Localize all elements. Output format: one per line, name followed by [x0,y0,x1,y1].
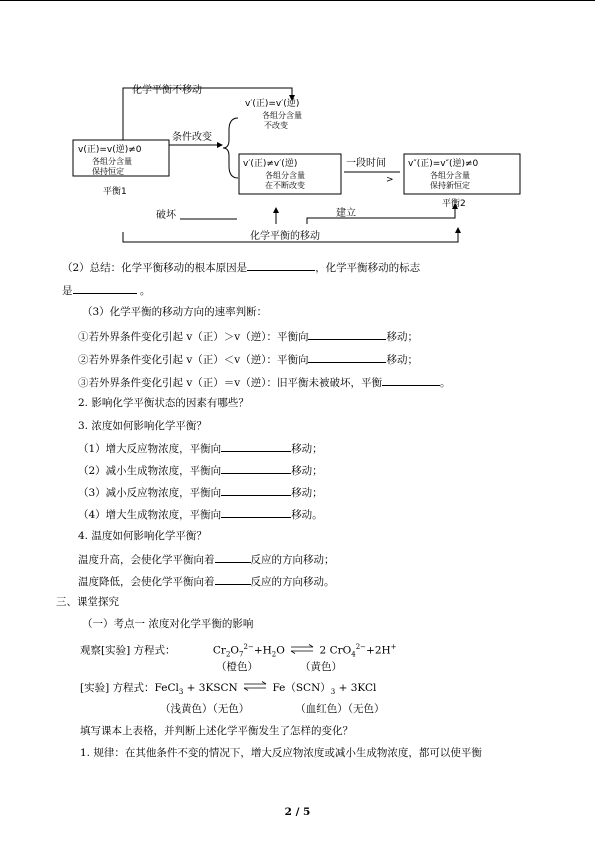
upper-sub1: 各组分含量 [262,111,302,120]
bottom-label: 化学平衡的移动 [250,231,320,242]
middle-box-title: v′(正)≠v′(逆) [243,159,298,169]
line-23: 1. 规律：在其他条件不变的情况下，增大反应物浓度或减小生成物浓度，都可以使平衡 [80,747,482,759]
blank-12 [221,506,291,518]
equilibrium-arrow-icon [288,644,316,658]
brace [223,118,238,178]
upper-sub2: 不改变 [264,121,288,130]
right-box-title: v″(正)=v″(逆)≠0 [408,159,479,169]
line-12: （4）增大生成物浓度，平衡向 移动。 [78,506,595,522]
page-number: 2 / 5 [284,806,311,818]
line-13: 4. 温度如何影响化学平衡？ [78,530,207,542]
line-9: （1）增大反应物浓度，平衡向 移动； [78,440,595,456]
blank-11 [221,484,291,496]
left-box-title: v(正)=v(逆)≠0 [78,145,142,155]
middle-box-sub1: 各组分含量 [265,171,305,180]
build-line [307,204,455,224]
color-labels-1: （橙色） （黄色） [216,661,342,673]
left-caption: 平衡1 [103,187,127,197]
equation-2: [实验] 方程式：FeCl$_3$ + 3KSCN $Fe(SCN)_3 + 3KCl$ [80,682,377,697]
section-heading: 三、课堂探究 [56,596,119,608]
blank-14 [215,551,251,563]
line-6: ③若外界条件变化引起 v（正）＝v（逆）：旧平衡未被破坏，平衡 。 [78,374,595,390]
blank-4 [308,328,386,340]
right-caption: 平衡2 [442,199,466,209]
time-arrow-head: > [386,175,394,185]
blank-6 [382,374,440,386]
equilibrium-flow-diagram [0,0,595,260]
line-5: ②若外界条件变化引起 v（正）＜v（逆）：平衡向 移动； [78,351,595,367]
line-summary-cont: 是 。 [62,282,595,298]
blank-15 [215,573,251,585]
blank-2 [73,282,137,294]
condition-label: 条件改变 [172,132,212,143]
blank-9 [221,440,291,452]
right-box-sub2: 保持新恒定 [430,181,470,190]
broken-label: 破坏 [156,210,176,221]
build-label: 建立 [336,208,356,219]
middle-box-sub2: 在不断改变 [265,181,305,190]
line-22: 填写课本上表格，并判断上述化学平衡发生了怎样的变化？ [80,725,353,737]
line-15: 温度降低，会使化学平衡向着 反应的方向移动。 [78,573,595,589]
top-label: 化学平衡不移动 [132,85,202,96]
blank-1 [247,259,315,271]
equation-1: 观察[实验] 方程式： $Cr_2O_7^{2-}+H_2O$ 2 CrO$_4^{2-}$+2H+ [80,643,397,659]
upper-title: v′(正)=v′(逆) [245,99,300,109]
color-labels-2: （浅黄色）（无色） （血红色）（无色） [160,703,385,715]
right-box-sub1: 各组分含量 [430,171,470,180]
left-box-sub2: 保持恒定 [92,167,124,176]
blank-10 [221,462,291,474]
left-box-sub1: 各组分含量 [92,157,132,166]
line-3: （3）化学平衡的移动方向的速率判断： [82,306,268,318]
line-summary: （2）总结：化学平衡移动的根本原因是 ，化学平衡移动的标志 [62,259,595,275]
line-14: 温度升高，会使化学平衡向着 反应的方向移动； [78,551,595,567]
line-11: （3）减小反应物浓度，平衡向 移动； [78,484,595,500]
subsection-heading: （一）考点一 浓度对化学平衡的影响 [82,618,254,630]
line-7: 2. 影响化学平衡状态的因素有哪些？ [78,397,249,409]
equilibrium-arrow-icon-2 [241,681,269,695]
blank-5 [308,351,386,363]
line-10: （2）减小生成物浓度，平衡向 移动； [78,462,595,478]
line-8: 3. 浓度如何影响化学平衡？ [78,420,207,432]
time-label: 一段时间 [346,158,386,169]
line-4: ①若外界条件变化引起 v（正）＞v（逆）：平衡向 移动； [78,328,595,344]
